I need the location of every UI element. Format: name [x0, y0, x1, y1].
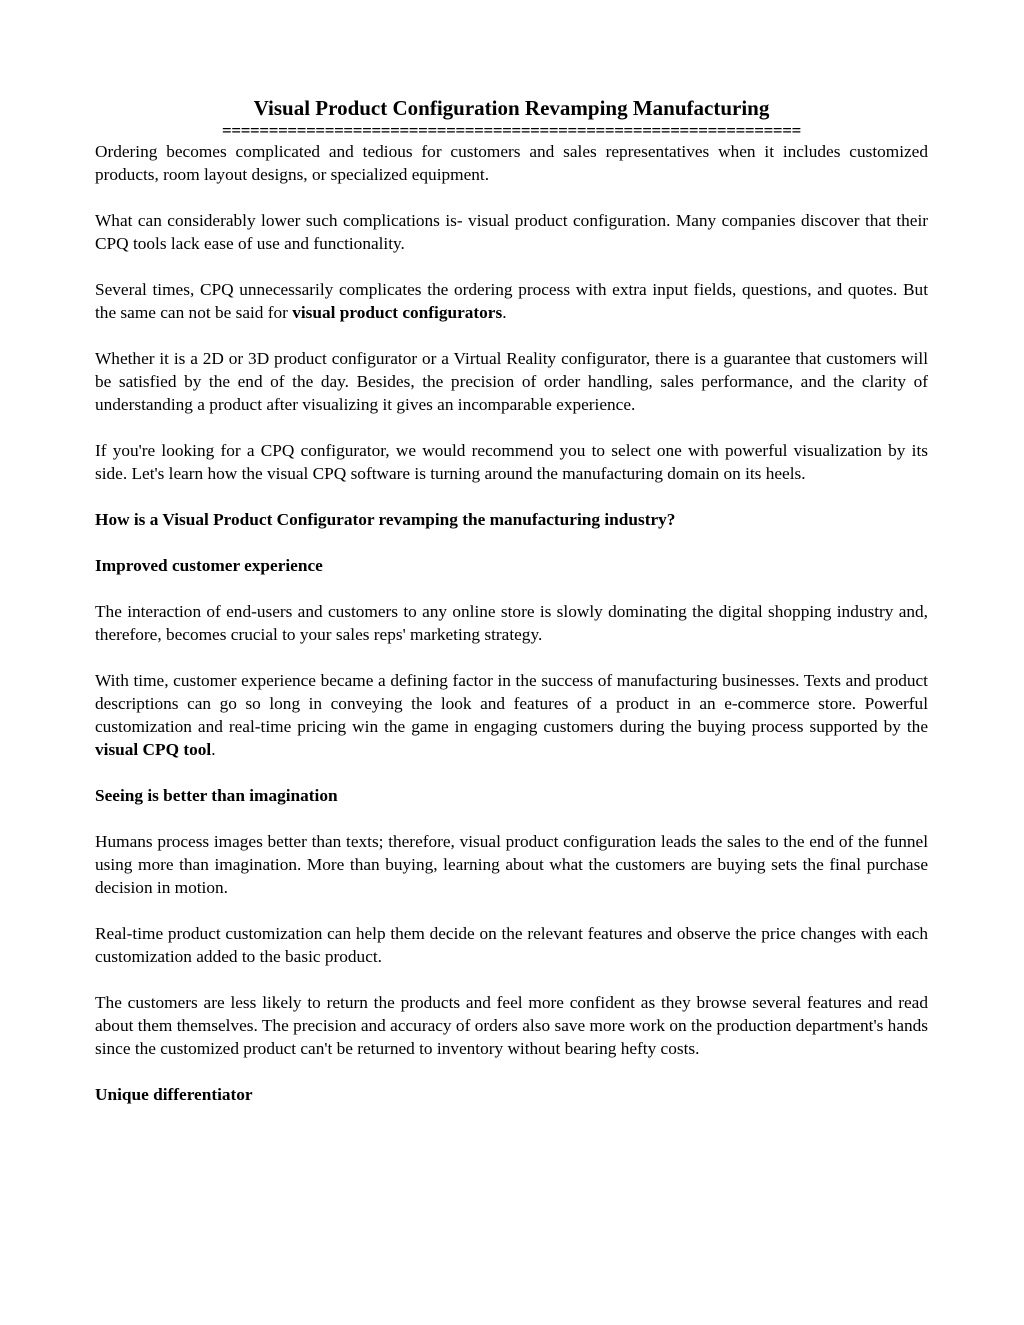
title-underline: ============================================================== [222, 122, 801, 140]
paragraph-ordering: Ordering becomes complicated and tedious for customers and sales representatives when it includes customized products, room layout designs, or specialized equipment. [95, 142, 928, 184]
paragraph-customer-experience-end: . [211, 740, 216, 759]
paragraph-returns: The customers are less likely to return the products and feel more confident as they browse several features and read about them themselves. The precision and accuracy of orders also save more work on the production department's hands since the customized product can't be returned to inventory without bearing hefty costs. [95, 993, 928, 1058]
paragraph-humans-process: Humans process images better than texts; therefore, visual product configuration leads the sales to the end of the funnel using more than imagination. More than buying, learning about what the customers are buying sets the final purchase decision in motion. [95, 832, 928, 897]
paragraph-cpq-text: Several times, CPQ unnecessarily complicates the ordering process with extra input fields, questions, and quotes. But the same can not be said for [95, 280, 928, 322]
document-title: Visual Product Configuration Revamping Manufacturing [253, 96, 770, 120]
paragraph-customer-experience [95, 669, 928, 761]
visual-cpq-tool-emphasis: visual CPQ tool [95, 740, 212, 759]
paragraph-cpq [95, 278, 928, 324]
paragraph-real-time: Real-time product customization can help them decide on the relevant features and observe the price changes with each customization added to the basic product. [95, 924, 928, 966]
visual-product-configurators-emphasis: visual product configurators [292, 303, 503, 322]
paragraph-complications: What can considerably lower such complications is- visual product configuration. Many companies discover that their CPQ tools lack ease of use and functionality. [95, 211, 928, 253]
paragraph-recommendation: If you're looking for a CPQ configurator, we would recommend you to select one with powerful visualization by its side. Let's learn how the visual CPQ software is turning around the manufacturing domain on its heels. [95, 441, 928, 483]
document-page [95, 94, 928, 1129]
paragraph-cpq-end: . [502, 303, 507, 322]
heading-unique-differentiator: Unique differentiator [95, 1085, 253, 1104]
heading-revamping: How is a Visual Product Configurator revamping the manufacturing industry? [95, 510, 676, 529]
heading-seeing-is-better: Seeing is better than imagination [95, 786, 338, 805]
paragraph-configurator-types: Whether it is a 2D or 3D product configurator or a Virtual Reality configurator, there is a guarantee that customers will be satisfied by the end of the day. Besides, the precision of order handling, sales performance, and the clarity of understanding a product after visualizing it gives an incomparable experience. [95, 349, 928, 414]
heading-improved-customer-experience: Improved customer experience [95, 556, 323, 575]
paragraph-interaction: The interaction of end-users and customers to any online store is slowly dominating the digital shopping industry and, therefore, becomes crucial to your sales reps' marketing strategy. [95, 602, 928, 644]
paragraph-customer-experience-text: With time, customer experience became a defining factor in the success of manufacturing businesses. Texts and product descriptions can go so long in conveying the look and features of a product in an e-commerce store. Powerful customization and real-time pricing win the game in engaging customers during the buying process supported by the [95, 671, 928, 736]
